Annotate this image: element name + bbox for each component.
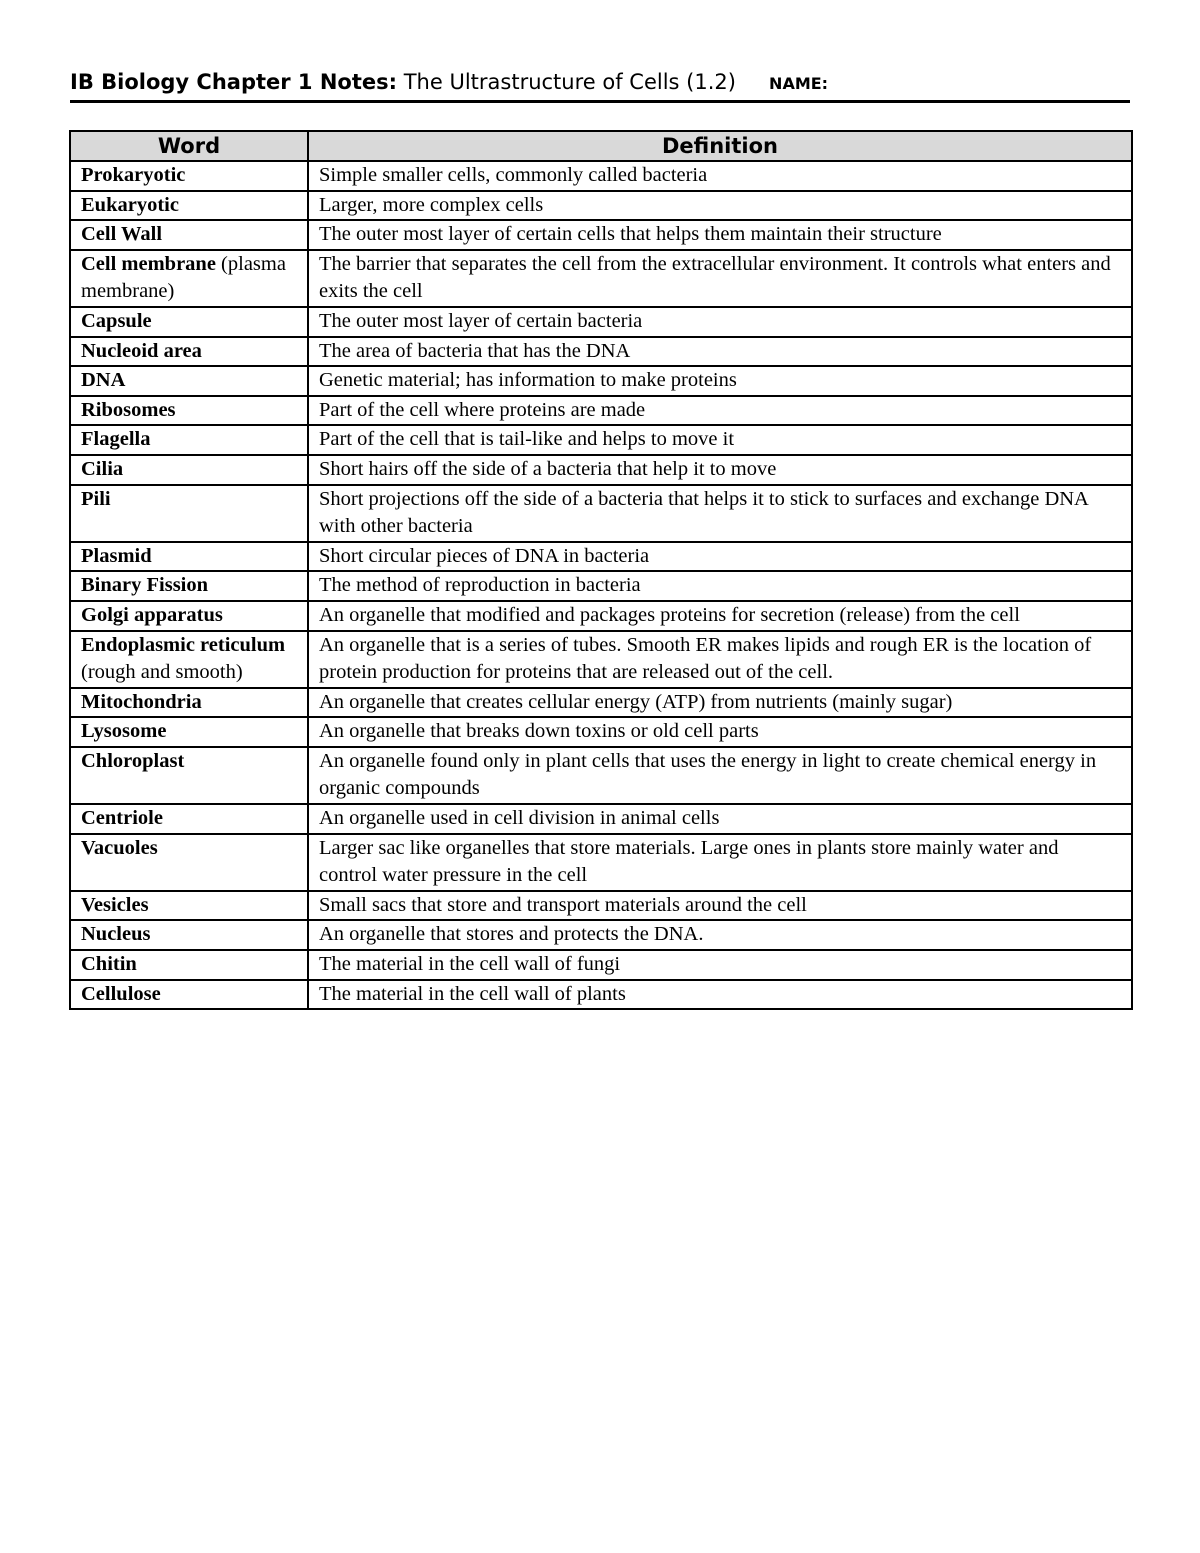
term-cell (70, 980, 308, 1010)
table-row (70, 571, 1132, 601)
term-word: Chitin (81, 953, 137, 976)
term-word: Mitochondria (81, 690, 202, 713)
term-cell (70, 688, 308, 718)
table-row (70, 601, 1132, 631)
table-row (70, 542, 1132, 572)
table-row (70, 631, 1132, 688)
definition-cell: An organelle that stores and protects the DNA. (308, 920, 1132, 950)
term-word: Endoplasmic reticulum (81, 633, 286, 656)
definition-cell: The outer most layer of certain bacteria (308, 307, 1132, 337)
page-header (70, 70, 1130, 103)
term-cell (70, 161, 308, 191)
table-row (70, 455, 1132, 485)
table-row (70, 366, 1132, 396)
term-word: Centriole (81, 807, 163, 830)
term-word: Capsule (81, 309, 152, 332)
term-word: Golgi apparatus (81, 603, 223, 626)
definition-cell: The method of reproduction in bacteria (308, 571, 1132, 601)
table-row (70, 250, 1132, 307)
term-word: Lysosome (81, 720, 167, 743)
term-cell (70, 891, 308, 921)
definition-cell: An organelle used in cell division in animal cells (308, 804, 1132, 834)
term-word: Cell membrane (81, 252, 216, 275)
definition-cell: The barrier that separates the cell from the extracellular environment. It controls what enters and exits the cell (308, 250, 1132, 307)
term-cell (70, 804, 308, 834)
term-cell (70, 307, 308, 337)
term-word: Prokaryotic (81, 164, 186, 186)
definition-cell: Part of the cell that is tail-like and helps to move it (308, 425, 1132, 455)
term-cell (70, 250, 308, 307)
term-word: Ribosomes (81, 398, 176, 421)
term-word: Chloroplast (81, 749, 185, 772)
term-cell (70, 834, 308, 891)
definition-cell: An organelle found only in plant cells that uses the energy in light to create chemical energy in organic compounds (308, 747, 1132, 804)
table-body (70, 161, 1132, 1009)
table-row (70, 980, 1132, 1010)
definition-cell: Short hairs off the side of a bacteria that help it to move (308, 455, 1132, 485)
definition-cell: Part of the cell where proteins are made (308, 396, 1132, 426)
column-header-definition: Definition (308, 131, 1132, 161)
definition-cell: An organelle that breaks down toxins or old cell parts (308, 717, 1132, 747)
table-row (70, 191, 1132, 221)
term-note: (rough and smooth) (81, 661, 243, 684)
table-row (70, 337, 1132, 367)
table-row (70, 804, 1132, 834)
table-row (70, 747, 1132, 804)
definition-cell: Small sacs that store and transport materials around the cell (308, 891, 1132, 921)
term-word: Binary Fission (81, 574, 209, 597)
definition-cell: The outer most layer of certain cells that helps them maintain their structure (308, 220, 1132, 250)
definition-cell: The material in the cell wall of fungi (308, 950, 1132, 980)
term-cell (70, 542, 308, 572)
term-cell (70, 747, 308, 804)
term-word: Nucleus (81, 923, 151, 946)
definition-cell: The material in the cell wall of plants (308, 980, 1132, 1010)
table-row (70, 396, 1132, 426)
term-cell (70, 485, 308, 542)
term-note: (plasma membrane) (81, 252, 286, 303)
page-title: IB Biology Chapter 1 Notes: (70, 70, 398, 94)
definition-cell: Short projections off the side of a bacteria that helps it to stick to surfaces and exchange DNA with other bacteria (308, 485, 1132, 542)
definition-cell: Larger sac like organelles that store materials. Large ones in plants store mainly water and control water pressure in the cell (308, 834, 1132, 891)
term-cell (70, 396, 308, 426)
term-cell (70, 601, 308, 631)
term-word: Vesicles (81, 893, 149, 916)
definition-cell: An organelle that creates cellular energy (ATP) from nutrients (mainly sugar) (308, 688, 1132, 718)
definition-cell: Short circular pieces of DNA in bacteria (308, 542, 1132, 572)
name-label: NAME: (769, 74, 829, 93)
term-word: Pili (81, 487, 111, 510)
table-row (70, 891, 1132, 921)
definition-cell: Genetic material; has information to make proteins (308, 366, 1132, 396)
table-row (70, 307, 1132, 337)
term-word: DNA (81, 369, 126, 392)
table-row (70, 834, 1132, 891)
vocabulary-table (69, 130, 1133, 1010)
term-cell (70, 191, 308, 221)
table-row (70, 920, 1132, 950)
table-row (70, 485, 1132, 542)
table-row (70, 950, 1132, 980)
term-word: Vacuoles (81, 836, 158, 859)
table-row (70, 717, 1132, 747)
definition-cell: Larger, more complex cells (308, 191, 1132, 221)
table-row (70, 161, 1132, 191)
term-cell (70, 571, 308, 601)
term-word: Nucleoid area (81, 339, 202, 362)
table-row (70, 425, 1132, 455)
term-cell (70, 717, 308, 747)
term-cell (70, 631, 308, 688)
term-cell (70, 220, 308, 250)
table-row (70, 688, 1132, 718)
page-subtitle: The Ultrastructure of Cells (1.2) (397, 70, 736, 94)
term-word: Cell Wall (81, 223, 163, 246)
term-word: Eukaryotic (81, 193, 179, 216)
term-word: Cilia (81, 457, 124, 480)
term-word: Plasmid (81, 544, 152, 567)
definition-cell: The area of bacteria that has the DNA (308, 337, 1132, 367)
term-cell (70, 455, 308, 485)
table-row (70, 220, 1132, 250)
term-cell (70, 337, 308, 367)
term-cell (70, 920, 308, 950)
table-header-row (70, 131, 1132, 161)
term-cell (70, 425, 308, 455)
column-header-word: Word (70, 131, 308, 161)
term-word: Cellulose (81, 982, 161, 1005)
definition-cell: Simple smaller cells, commonly called bacteria (308, 161, 1132, 191)
term-cell (70, 366, 308, 396)
definition-cell: An organelle that modified and packages proteins for secretion (release) from the cell (308, 601, 1132, 631)
term-cell (70, 950, 308, 980)
definition-cell: An organelle that is a series of tubes. Smooth ER makes lipids and rough ER is the location of protein production for proteins that are released out of the cell. (308, 631, 1132, 688)
term-word: Flagella (81, 428, 151, 451)
